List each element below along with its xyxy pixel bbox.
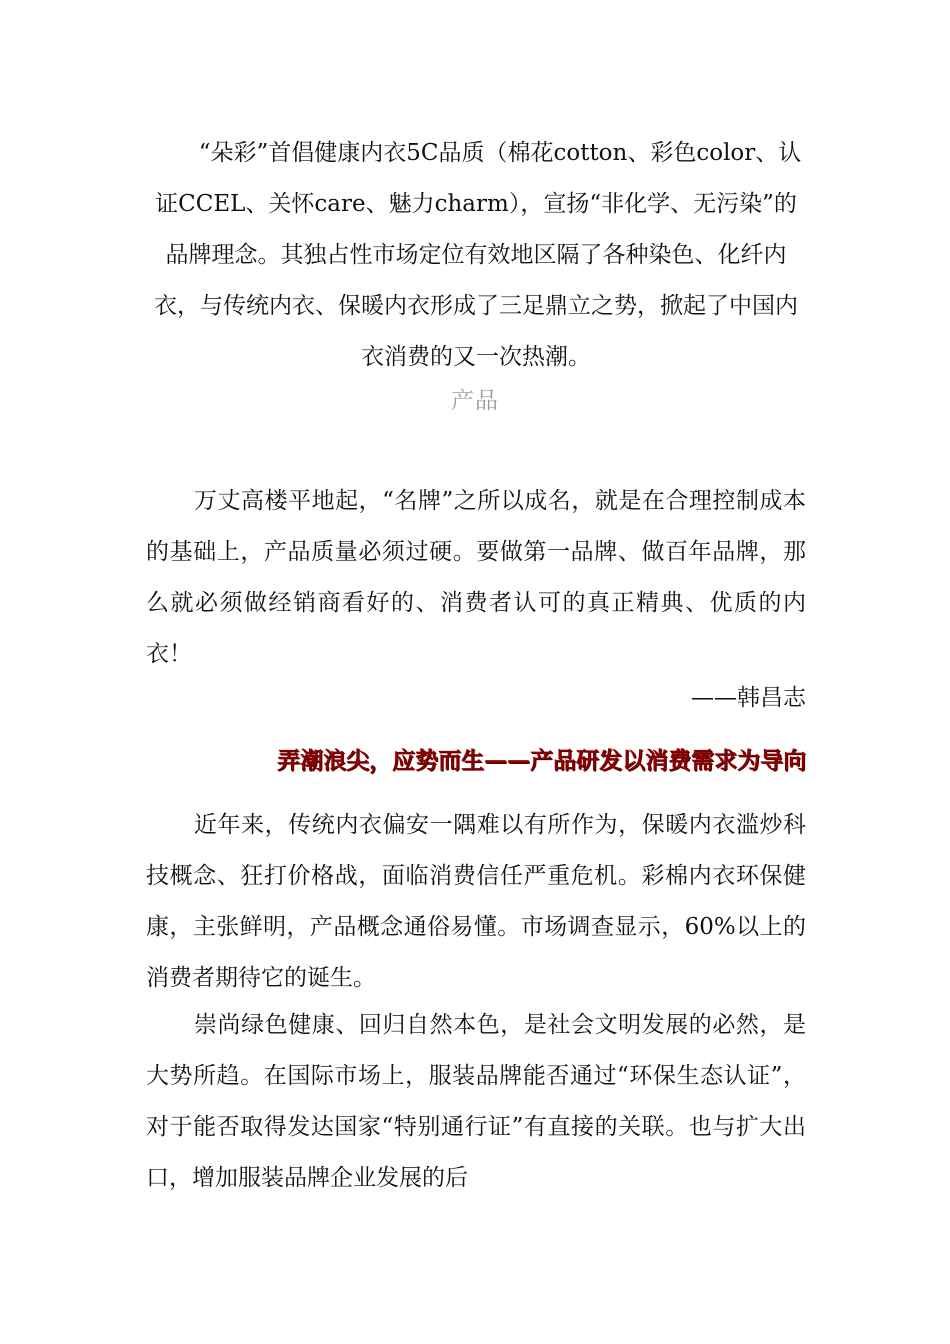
quote-paragraph: 万丈高楼平地起，“名牌”之所以成名，就是在合理控制成本的基础上，产品质量必须过硬。要做第一品牌、做百年品牌，那么就必须做经销商看好的、消费者认可的真正精典、优质的内衣！ <box>146 488 806 667</box>
section-headline: 弄潮浪尖，应势而生——产品研发以消费需求为导向 <box>277 748 806 774</box>
body-paragraph-2: 崇尚绿色健康、回归自然本色，是社会文明发展的必然，是大势所趋。在国际市场上，服装品牌能否通过“环保生态认证”，对于能否取得发达国家“特别通行证”有直接的关联。也与扩大出口，增加服装品牌企业发展的后 <box>146 1012 806 1191</box>
quote-author: ——韩昌志 <box>691 685 806 711</box>
section-label: 产品 <box>451 388 499 414</box>
intro-paragraph: “朵彩”首倡健康内衣5C品质（棉花cotton、彩色color、认证CCEL、关怀care、魅力charm），宣扬“非化学、无污染”的品牌理念。其独占性市场定位有效地区隔了各种染色、化纤内衣，与传统内衣、保暖内衣形成了三足鼎立之势，掀起了中国内衣消费的又一次热潮。 <box>154 140 802 370</box>
body-paragraph-1: 近年来，传统内衣偏安一隅难以有所作为，保暖内衣滥炒科技概念、狂打价格战，面临消费信任严重危机。彩棉内衣环保健康，主张鲜明，产品概念通俗易懂。市场调查显示，60%以上的消费者期待它的诞生。 <box>146 812 806 991</box>
